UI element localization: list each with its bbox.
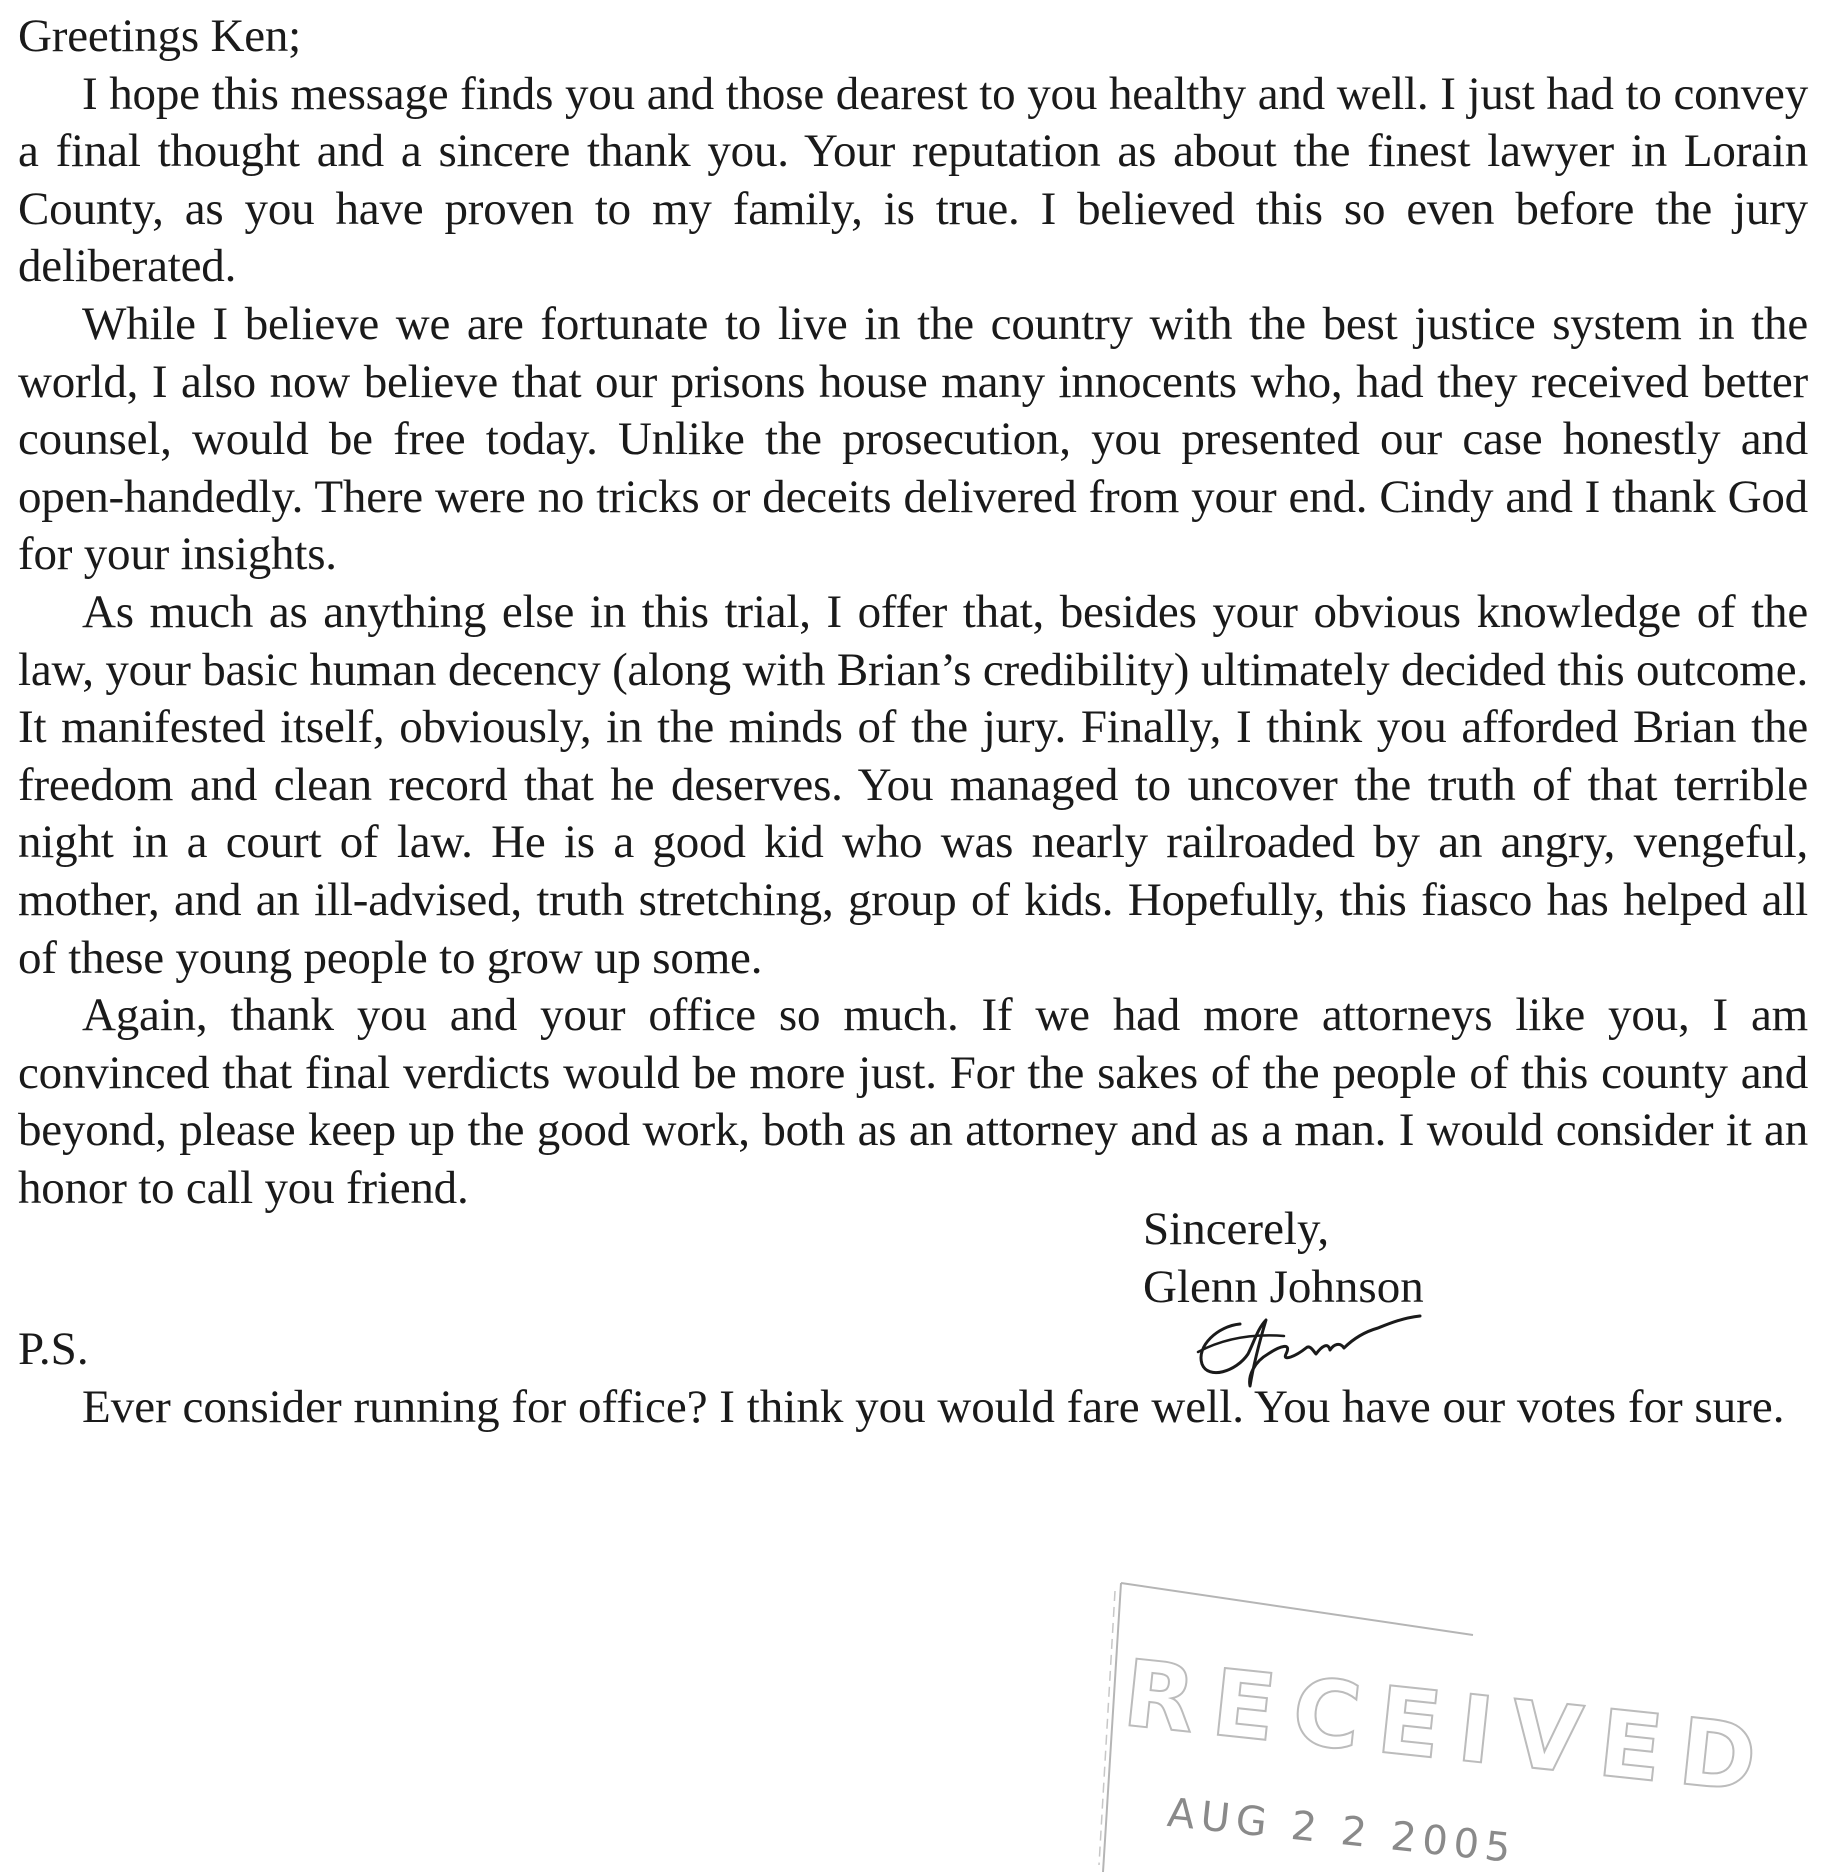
closing-block (1143, 1200, 1424, 1316)
paragraph-2: While I believe we are fortunate to live in the country with the best justice system in the world, I also now believe that our prisons house many innocents who, had they received better counsel, would be free today. Unlike the prosecution, you presented our case honestly and open-handedly. There were no tricks or deceits delivered from your end. Cindy and I thank God for your insights. (18, 297, 1808, 581)
paragraph-1: I hope this message finds you and those dearest to you healthy and well. I just had to convey a final thought and a sincere thank you. Your reputation as about the finest lawyer in Lorain County, as you have proven to my family, is true. I believed this so even before the jury deliberated. (18, 67, 1808, 293)
paragraph-3: As much as anything else in this trial, I offer that, besides your obvious knowledge of the law, your basic human decency (along with Brian’s credibility) ultimately decided this outcome. It manifested itself, obviously, in the minds of the jury. Finally, I think you afforded Brian the freedom and clean record that he deserves. You managed to uncover the truth of that terrible night in a court of law. He is a good kid who was nearly railroaded by an angry, vengeful, mother, and an ill-advised, truth stretching, group of kids. Hopefully, this fiasco has helped all of these young people to grow up some. (18, 585, 1808, 984)
letter-body (18, 8, 1808, 1217)
closing-salutation: Sincerely, (1143, 1203, 1330, 1255)
ps-text: Ever consider running for office? I think you would fare well. You have our votes for sure. (82, 1381, 1785, 1433)
signer-name: Glenn Johnson (1143, 1261, 1424, 1313)
ps-label: P.S. (18, 1323, 89, 1375)
stamp-date: AUG 2 2 2005 (1165, 1790, 1519, 1872)
stamp-word: RECEIVED (1118, 1640, 1780, 1815)
greeting: Greetings Ken; (18, 10, 302, 62)
paragraph-4: Again, thank you and your office so much. If we had more attorneys like you, I am convinced that final verdicts would be more just. For the sakes of the people of this county and beyond, please keep up the good work, both as an attorney and as a man. I would consider it an honor to call you friend. (18, 989, 1808, 1214)
